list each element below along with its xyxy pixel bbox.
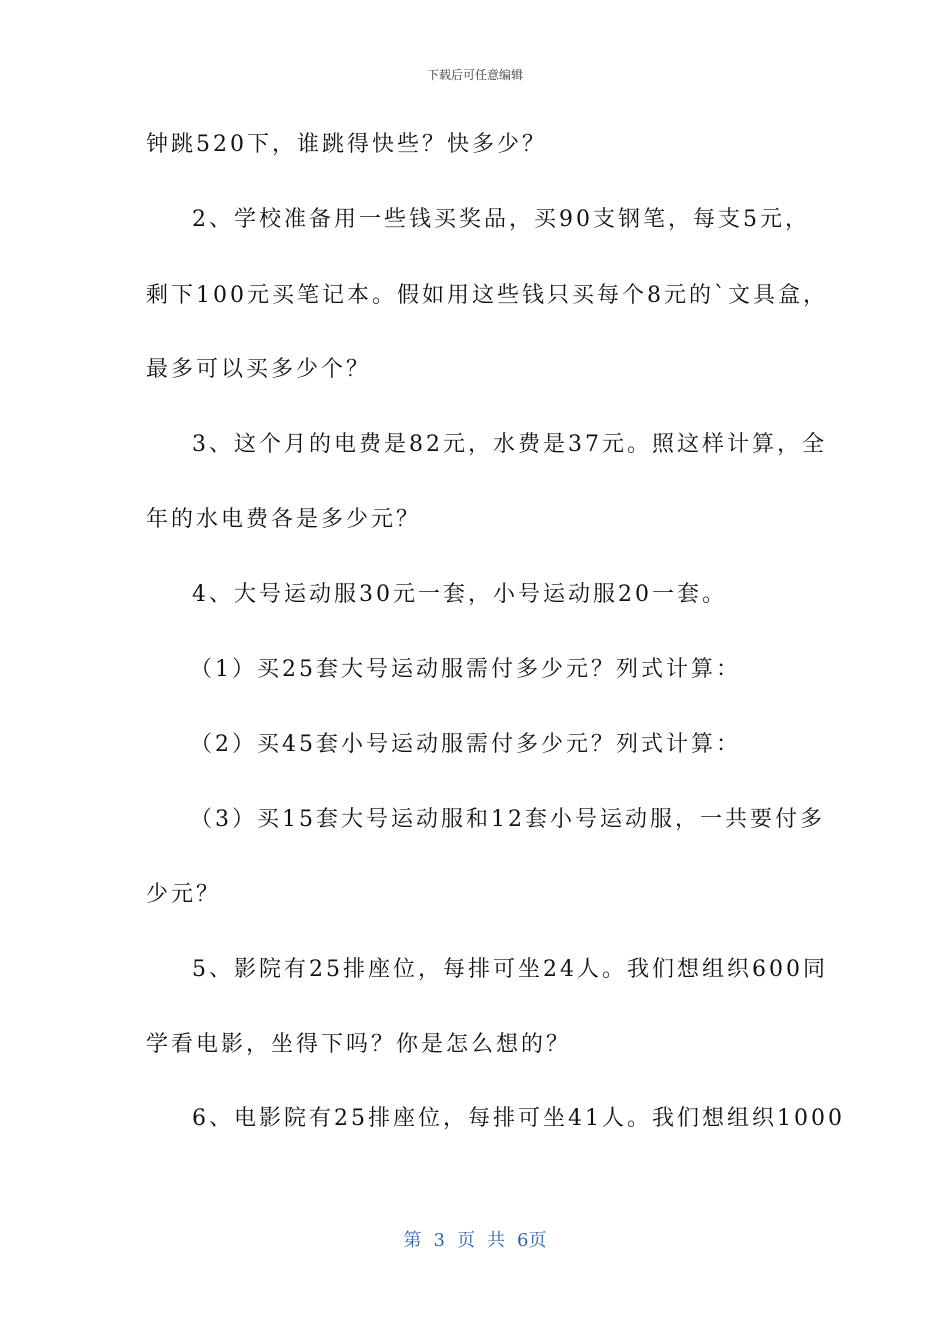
footer-gong: 共 [487, 1230, 505, 1251]
question-5-line-2: 学看电影，坐得下吗？你是怎么想的？ [146, 1032, 572, 1057]
page-header: 下载后可任意编辑 [426, 68, 523, 82]
question-4-part-3-line-2: 少元？ [146, 882, 222, 907]
question-4-part-3-line-1: （3）买15套大号运动服和12套小号运动服，一共要付多 [190, 807, 825, 832]
question-3-line-1: 3、这个月的电费是82元，水费是37元。照这样计算，全 [192, 432, 827, 457]
footer-current-page: 3 [433, 1230, 445, 1251]
question-3-line-2: 年的水电费各是多少元？ [146, 507, 422, 532]
question-2-line-2: 剩下100元买笔记本。假如用这些钱只买每个8元的`文具盒， [146, 283, 828, 308]
question-4-part-1: （1）买25套大号运动服需付多少元？列式计算： [190, 657, 741, 682]
text-line-1: 钟跳520下，谁跳得快些？快多少？ [146, 132, 547, 157]
question-6-line-1: 6、电影院有25排座位，每排可坐41人。我们想组织1000 [192, 1106, 845, 1131]
footer-total-pages: 6页 [517, 1230, 547, 1251]
question-4-part-2: （2）买45套小号运动服需付多少元？列式计算： [190, 732, 741, 757]
question-4-line-1: 4、大号运动服30元一套，小号运动服20一套。 [192, 582, 727, 607]
footer-ye: 页 [457, 1230, 475, 1251]
question-5-line-1: 5、影院有25排座位，每排可坐24人。我们想组织600同 [192, 957, 828, 982]
page-footer [0, 1226, 950, 1252]
footer-di: 第 [403, 1230, 422, 1251]
question-2-line-1: 2、学校准备用一些钱买奖品，买90支钢笔，每支5元， [192, 207, 810, 232]
question-2-line-3: 最多可以买多少个？ [146, 357, 372, 382]
